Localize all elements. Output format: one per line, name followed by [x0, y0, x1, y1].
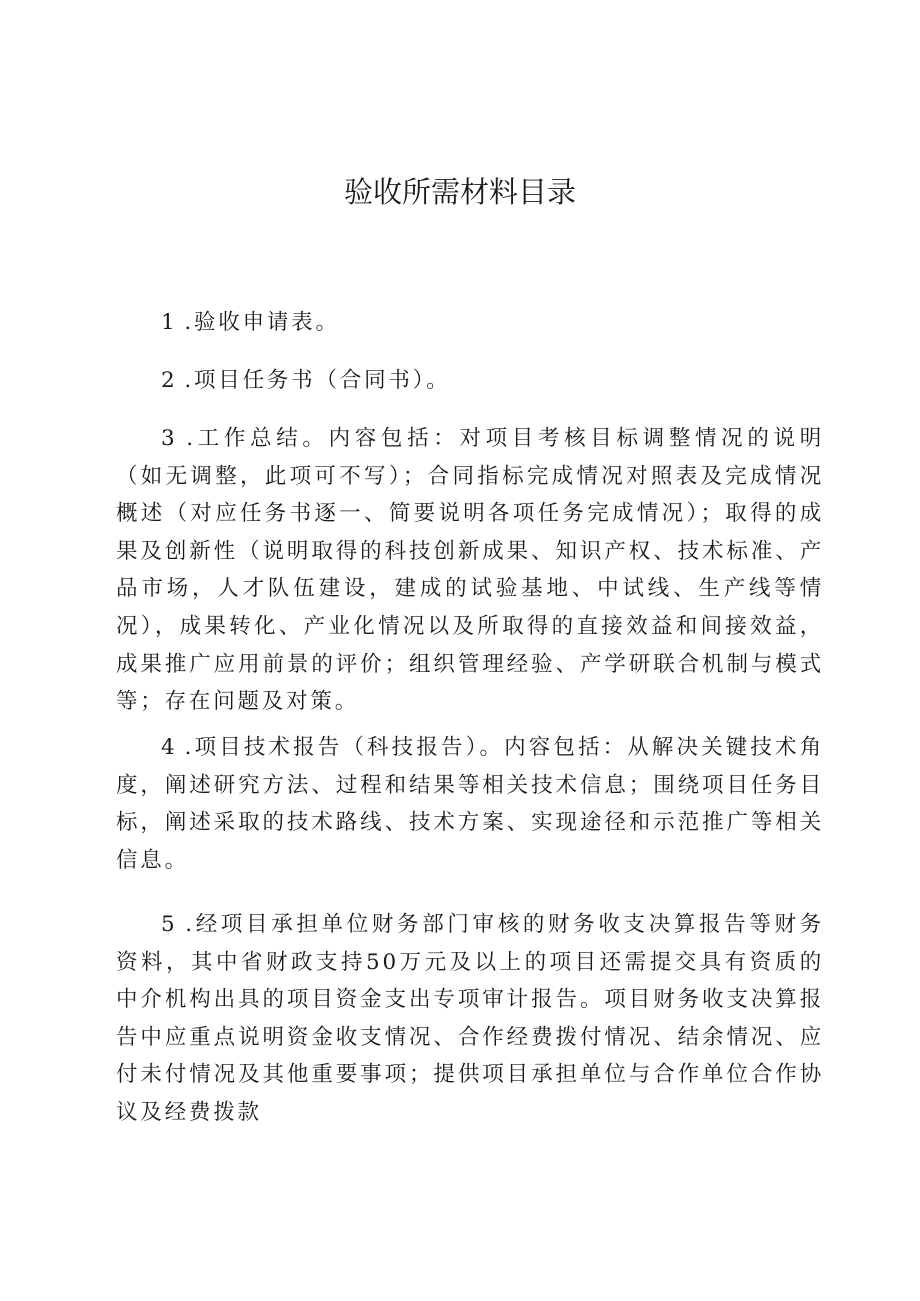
item-text: .经项目承担单位财务部门审核的财务收支决算报告等财务资料，其中省财政支持50万元及以上的项目还需提交具有资质的中介机构出具的项目资金支出专项审计报告。项目财务收支决算报告中应重点说明资金收支情况、合作经费拨付情况、结余情况、应付未付情况及其他重要事项；提供项目承担单位与合作单位合作协议及经费拨款 — [116, 912, 825, 1125]
item-number: 1 — [161, 310, 175, 335]
list-item — [116, 729, 824, 879]
list-item — [116, 420, 824, 721]
list-item — [116, 906, 824, 1132]
item-text: .项目技术报告（科技报告）。内容包括：从解决关键技术角度，阐述研究方法、过程和结果等相关技术信息；围绕项目任务目标，阐述采取的技术路线、技术方案、实现途径和示范推广等相关信息。 — [116, 735, 824, 873]
item-number: 2 — [161, 368, 175, 393]
item-text: .项目任务书（合同书）。 — [184, 368, 451, 393]
item-number: 3 — [161, 426, 175, 451]
list-item — [116, 362, 824, 400]
item-number: 5 — [161, 912, 175, 937]
item-text: .验收申请表。 — [184, 310, 340, 335]
item-number: 4 — [161, 735, 175, 760]
document-title: 验收所需材料目录 — [343, 175, 576, 209]
list-item — [116, 304, 824, 342]
item-text: .工作总结。内容包括：对项目考核目标调整情况的说明（如无调整，此项可不写）；合同指标完成情况对照表及完成情况概述（对应任务书逐一、简要说明各项任务完成情况）；取得的成果及创新性（说明取得的科技创新成果、知识产权、技术标准、产品市场，人才队伍建设，建成的试验基地、中试线、生产线等情况），成果转化、产业化情况以及所取得的直接效益和间接效益，成果推广应用前景的评价；组织管理经验、产学研联合机制与模式等；存在问题及对策。 — [116, 426, 824, 715]
